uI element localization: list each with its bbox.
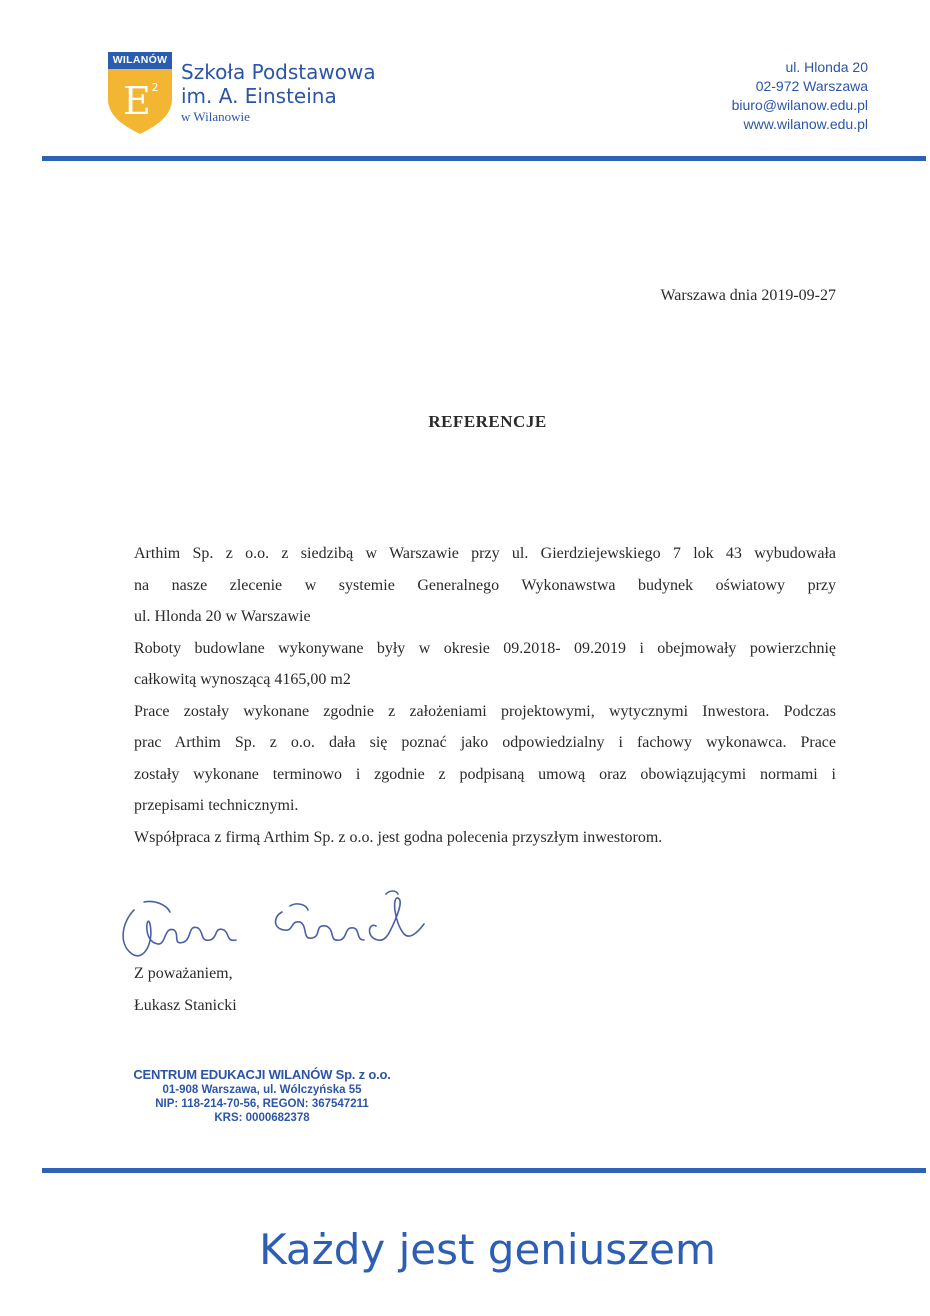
body-line: zostały wykonane terminowo i zgodnie z podpisaną umową oraz obowiązującymi normami i [134,765,836,783]
footer-divider [42,1168,926,1173]
school-name-line1: Szkoła Podstawowa [181,60,376,84]
body-line: Prace zostały wykonane zgodnie z założeniami projektowymi, wytycznymi Inwestora. Podczas [134,702,836,720]
contact-block [732,58,868,134]
crest-superscript: 2 [151,81,159,94]
letter-title: REFERENCJE [428,412,547,431]
body-line: przepisami technicznymi. [134,797,299,814]
closing-block [134,958,237,1022]
school-crest-logo [108,52,172,134]
letter-date: Warszawa dnia 2019-09-27 [660,287,836,304]
crest-letter: E [123,79,151,123]
website-link[interactable]: www.wilanow.edu.pl [743,116,868,132]
school-name-line2: im. A. Einsteina [181,84,337,108]
school-name-block [181,60,376,126]
closing-salutation: Z poważaniem, [134,965,233,982]
stamp-krs: KRS: 0000682378 [214,1112,310,1124]
signatory-name: Łukasz Stanicki [134,997,237,1014]
letter-body [134,538,836,853]
shield-icon [108,69,172,134]
stamp-address: 01-908 Warszawa, ul. Wólczyńska 55 [162,1084,362,1096]
address-street: ul. Hlonda 20 [785,59,868,75]
body-line: Roboty budowlane wykonywane były w okresie 09.2018- 09.2019 i obejmowały powierzchnię [134,639,836,657]
stamp-tax-ids: NIP: 118-214-70-56, REGON: 367547211 [155,1098,369,1110]
body-line: Arthim Sp. z o.o. z siedzibą w Warszawie przy ul. Gierdziejewskiego 7 lok 43 wybudowała [134,545,836,562]
email-link[interactable]: biuro@wilanow.edu.pl [731,97,868,113]
body-line: na nasze zlecenie w systemie Generalnego Wykonawstwa budynek oświatowy przy [134,576,836,594]
header-divider [42,156,926,161]
footer-motto: Każdy jest geniuszem [259,1225,716,1274]
body-line: Współpraca z firmą Arthim Sp. z o.o. jest godna polecenia przyszłym inwestorom. [134,828,663,846]
body-line: prac Arthim Sp. z o.o. dała się poznać jako odpowiedzialny i fachowy wykonawca. Prace [134,734,836,751]
body-line: całkowitą wynoszącą 4165,00 m2 [134,671,351,688]
body-line: ul. Hlonda 20 w Warszawie [134,608,311,625]
school-name-line3: w Wilanowie [181,109,250,124]
crest-label: WILANÓW [108,52,172,69]
stamp-company-name: CENTRUM EDUKACJI WILANÓW Sp. z o.o. [133,1067,391,1082]
company-stamp [132,1066,392,1125]
address-city: 02-972 Warszawa [755,78,868,94]
